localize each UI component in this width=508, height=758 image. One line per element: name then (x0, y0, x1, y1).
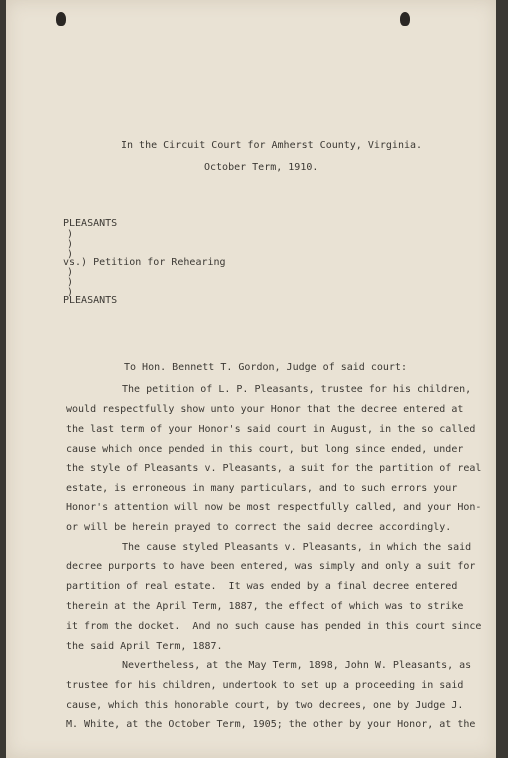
body-line: or will be herein prayed to correct the said decree accordingly. (66, 522, 452, 533)
body-line: cause which once pended in this court, but long since ended, under (66, 444, 464, 455)
body-line: the last term of your Honor's said court in August, in the so called (66, 424, 476, 435)
body-line: Nevertheless, at the May Term, 1898, John W. Pleasants, as (122, 660, 472, 671)
body-line: partition of real estate. It was ended by a final decree entered (66, 581, 458, 592)
body-line: trustee for his children, undertook to set up a proceeding in said (66, 680, 464, 691)
style-bracket: ) (67, 267, 74, 278)
style-bracket: ) (67, 239, 74, 250)
salutation: To Hon. Bennett T. Gordon, Judge of said court: (124, 362, 407, 373)
style-bracket: ) (67, 249, 74, 260)
document-page (6, 0, 496, 758)
body-line: M. White, at the October Term, 1905; the other by your Honor, at the (66, 719, 476, 730)
body-line: estate, is erroneous in many particulars, and to such errors your (66, 483, 458, 494)
body-line: the style of Pleasants v. Pleasants, a suit for the partition of real (66, 463, 482, 474)
case-type-line: vs.) Petition for Rehearing (63, 257, 226, 268)
body-line: therein at the April Term, 1887, the effect of which was to strike (66, 601, 464, 612)
body-line: would respectfully show unto your Honor that the decree entered at (66, 404, 464, 415)
body-line: the said April Term, 1887. (66, 641, 223, 652)
body-line: decree purports to have been entered, was simply and only a suit for (66, 561, 476, 572)
style-bracket: ) (67, 277, 74, 288)
plaintiff-name: PLEASANTS (63, 218, 118, 229)
typed-petition (6, 0, 496, 758)
body-line: it from the docket. And no such cause has pended in this court since (66, 621, 482, 632)
body-line: The cause styled Pleasants v. Pleasants, in which the said (122, 542, 472, 553)
style-bracket: ) (67, 229, 74, 240)
style-bracket: ) (67, 287, 74, 298)
defendant-name: PLEASANTS (63, 295, 118, 306)
body-line: cause, which this honorable court, by two decrees, one by Judge J. (66, 700, 464, 711)
term-heading: October Term, 1910. (204, 162, 319, 173)
body-line: Honor's attention will now be most respectfully called, and your Hon- (66, 502, 482, 513)
court-heading: In the Circuit Court for Amherst County, Virginia. (121, 140, 423, 151)
body-line: The petition of L. P. Pleasants, trustee for his children, (122, 384, 472, 395)
